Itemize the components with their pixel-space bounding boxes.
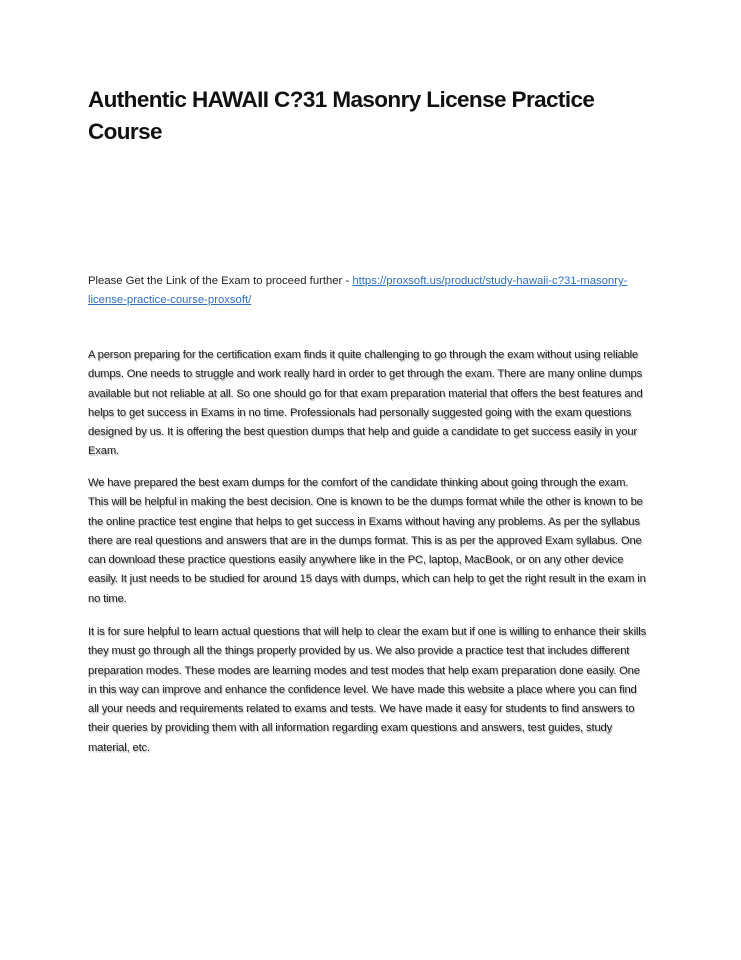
body-paragraph-2: We have prepared the best exam dumps for the comfort of the candidate thinking about going through the exam. This will be helpful in making the best decision. One is known to be the dumps format while the other is known to be the online practice test engine that helps to get success in Exams without having any problems. As per the syllabus there are real questions and answers that are in the dumps format. This is as per the approved Exam syllabus. One can download these practice questions easily anywhere like in the PC, laptop, MacBook, or on any other device easily. It just needs to be studied for around 15 days with dumps, which can help to get the right result in the exam in no time. [88, 477, 646, 605]
exam-link-paragraph [88, 272, 648, 310]
document-title: Authentic HAWAII C?31 Masonry License Practice Course [88, 87, 595, 144]
exam-link[interactable]: https://proxsoft.us/product/study-hawaii-c?31-masonry-license-practice-course-proxsoft/ [88, 275, 628, 306]
link-intro-text: Please Get the Link of the Exam to proceed further - [88, 275, 353, 287]
body-paragraph-3: It is for sure helpful to learn actual questions that will help to clear the exam but if one is willing to enhance their skills they must go through all the things properly provided by us. We also provide a practice test that includes different preparation modes. These modes are learning modes and test modes that help exam preparation done easily. One in this way can improve and enhance the confidence level. We have made this website a place where you can find all your needs and requirements related to exams and tests. We have made it easy for students to find answers to their queries by providing them with all information regarding exam questions and answers, test guides, study material, etc. [88, 626, 647, 754]
body-paragraph-1: A person preparing for the certification exam finds it quite challenging to go through the exam without using reliable dumps. One needs to struggle and work really hard in order to get through the exam. There are many online dumps available but not reliable at all. So one should go for that exam preparation material that offers the best features and helps to get success in Exams in no time. Professionals had personally suggested going with the exam questions designed by us. It is offering the best question dumps that help and guide a candidate to get success easily in your Exam. [88, 349, 643, 458]
